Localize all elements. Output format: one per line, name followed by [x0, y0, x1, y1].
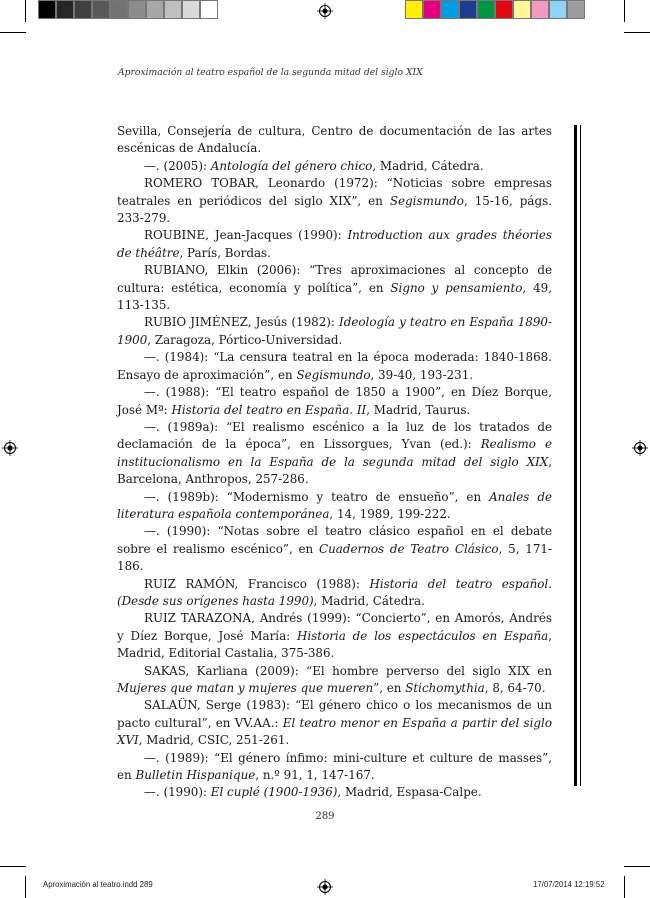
registration-mark-right-icon: [632, 440, 648, 456]
entry-text: , Madrid, Cátedra.: [313, 593, 425, 608]
registration-mark-bottom-icon: [317, 879, 333, 895]
color-swatch: [164, 0, 182, 19]
color-swatch: [405, 0, 423, 19]
entry-text: , Madrid, Taurus.: [366, 402, 471, 417]
entry-title-italic: Segismundo: [389, 193, 464, 208]
entry-title-italic: Segismundo: [296, 367, 371, 382]
bibliography-entry: [117, 697, 552, 749]
bibliography-entry: [117, 784, 552, 801]
entry-title-italic: Introduction aux grades théories de théâtre: [117, 228, 552, 260]
entry-text: , Madrid, Editorial Castalia, 375-386.: [117, 628, 552, 661]
entry-text: , 8, 64-70.: [484, 681, 546, 695]
entry-text: , París, Bordas.: [179, 245, 271, 260]
entry-text: , 5, 171-186.: [117, 541, 552, 574]
entry-title-italic: El teatro menor en España a partir del siglo XVI: [117, 715, 553, 748]
entry-title-italic: Signo y pensamiento: [390, 280, 523, 295]
entry-text: ”, en: [373, 681, 406, 695]
color-swatch: [128, 0, 146, 19]
bibliography-entry: [117, 610, 552, 662]
entry-text: RUIZ RAMÓN, Francisco (1988):: [144, 576, 370, 591]
margin-rule-thin: [580, 125, 581, 786]
entry-text: —. (1989): “El género ínfimo: mini-culture et culture de masses”, en: [117, 750, 552, 783]
color-swatch: [146, 0, 164, 19]
entry-text: SALAÜN, Serge (1983): “El género chico o los mecanismos de un pacto cultural”, en VV.AA.:: [117, 698, 552, 730]
entry-title-italic: Mujeres que matan y mujeres que mueren: [117, 681, 374, 695]
entry-text: , 49, 113-135.: [117, 280, 552, 313]
color-swatch: [459, 0, 477, 19]
color-swatch: [531, 0, 549, 19]
entry-title-italic: Stichomythia: [405, 681, 485, 695]
crop-mark-bottom-left-h: [0, 866, 26, 867]
entry-text: , 14, 1989, 199-222.: [329, 506, 451, 521]
entry-text: , Madrid, Cátedra.: [372, 158, 484, 173]
entry-title-italic: Ideología y teatro en España 1890-1900: [117, 315, 552, 347]
page-number: 289: [315, 811, 335, 822]
color-swatch: [110, 0, 128, 19]
entry-text: RUIZ TARAZONA, Andrés (1999): “Concierto”, en Amorós, Andrés y Díez Borque, José María:: [117, 611, 552, 643]
entry-text: —. (1990):: [144, 785, 211, 800]
crop-mark-top-right-h: [624, 32, 650, 33]
color-swatch: [441, 0, 459, 19]
bibliography-entry: [117, 663, 552, 698]
entry-title-italic: Historia del teatro español. (Desde sus orígenes hasta 1990): [117, 576, 553, 608]
crop-mark-top-left-v: [25, 0, 26, 22]
entry-text: —. (1988): “El teatro español de 1850 a 1900”, en Díez Borque, José Mª:: [117, 385, 552, 417]
entry-title-italic: Antología del género chico: [210, 158, 373, 173]
color-swatch: [567, 0, 585, 19]
color-swatch: [38, 0, 56, 19]
bibliography-entry: [117, 489, 552, 524]
entry-text: , n.º 91, 1, 147-167.: [255, 768, 375, 783]
entry-text: RUBIANO, Elkin (2006): “Tres aproximaciones al concepto de cultura: estética, economía y política”, en: [117, 263, 552, 295]
color-swatch: [182, 0, 200, 19]
entry-title-italic: Historia del teatro en España. II: [171, 402, 367, 417]
bibliography-entry: [117, 349, 552, 384]
process-color-bar: [405, 0, 585, 20]
running-header: Aproximación al teatro español de la segunda mitad del siglo XIX: [118, 67, 423, 78]
slug-timestamp: 17/07/2014 12:19:52: [533, 880, 605, 889]
bibliography-entry: [117, 227, 552, 262]
color-swatch: [495, 0, 513, 19]
entry-text: —. (2005):: [144, 158, 211, 173]
entry-text: , Barcelona, Anthropos, 257-286.: [117, 454, 552, 487]
crop-mark-bottom-right-v: [624, 876, 625, 898]
crop-mark-bottom-left-v: [25, 876, 26, 898]
color-swatch: [549, 0, 567, 19]
entry-text: ROMERO TOBAR, Leonardo (1972): “Noticias sobre empresas teatrales en periódicos del siglo XIX”, en: [117, 176, 552, 208]
entry-text: , Zaragoza, Pórtico-Universidad.: [147, 332, 343, 347]
grayscale-color-bar: [38, 0, 218, 20]
margin-rule-thick: [574, 125, 577, 786]
color-swatch: [74, 0, 92, 19]
entry-text: SAKAS, Karliana (2009): “El hombre perverso del siglo XIX en: [144, 663, 552, 678]
color-swatch: [56, 0, 74, 19]
entry-title-italic: Cuadernos de Teatro Clásico: [319, 541, 499, 556]
color-swatch: [200, 0, 218, 19]
entry-text: RUBIO JIMÉNEZ, Jesús (1982):: [144, 315, 340, 330]
color-swatch: [423, 0, 441, 19]
bibliography-entry: [117, 384, 552, 419]
entry-title-italic: El cuplé (1900-1936): [210, 785, 338, 800]
color-swatch: [513, 0, 531, 19]
bibliography-list: [117, 123, 552, 802]
entry-text: , 39-40, 193-231.: [370, 367, 474, 382]
bibliography-entry: [117, 576, 552, 611]
bibliography-entry: [117, 419, 552, 489]
bibliography-entry: [117, 262, 552, 314]
entry-text: , Madrid, CSIC, 251-261.: [138, 733, 290, 748]
entry-text: —. (1984): “La censura teatral en la época moderada: 1840-1868. Ensayo de aproximación”, en: [117, 350, 552, 382]
entry-title-italic: Realismo e institucionalismo en la España de la segunda mitad del siglo XIX: [117, 437, 552, 469]
entry-text: ROUBINE, Jean-Jacques (1990):: [144, 228, 348, 243]
bibliography-entry: [117, 314, 552, 349]
entry-title-italic: Anales de literatura española contemporánea: [117, 489, 552, 521]
registration-mark-top-icon: [317, 3, 333, 19]
bibliography-entry: [117, 523, 552, 575]
crop-mark-top-right-v: [624, 0, 625, 22]
bibliography-entry: [117, 175, 552, 227]
bibliography-entry: [117, 750, 552, 785]
entry-title-italic: Historia de los espectáculos en España: [297, 628, 549, 643]
registration-mark-left-icon: [2, 440, 18, 456]
crop-mark-top-left-h: [0, 32, 26, 33]
crop-mark-bottom-right-h: [624, 866, 650, 867]
slug-file-info: Aproximación al teatro.indd 289: [43, 880, 153, 889]
entry-text: , 15-16, págs. 233-279.: [117, 193, 552, 226]
color-swatch: [477, 0, 495, 19]
entry-text: —. (1990): “Notas sobre el teatro clásico español en el debate sobre el realismo escénico”, en: [117, 524, 552, 556]
entry-text: —. (1989b): “Modernismo y teatro de ensueño”, en: [144, 489, 490, 504]
entry-text: , Madrid, Espasa-Calpe.: [337, 785, 482, 800]
color-swatch: [92, 0, 110, 19]
entry-title-italic: Bulletin Hispanique: [135, 768, 256, 783]
bibliography-entry: [117, 158, 552, 175]
entry-text: Sevilla, Consejería de cultura, Centro de documentación de las artes escénicas de Andalucía.: [117, 124, 552, 156]
entry-text: —. (1989a): “El realismo escénico a la luz de los tratados de declamación de la época”, en Lissorgues, Yvan (ed.):: [117, 419, 552, 452]
bibliography-entry: [117, 123, 552, 158]
